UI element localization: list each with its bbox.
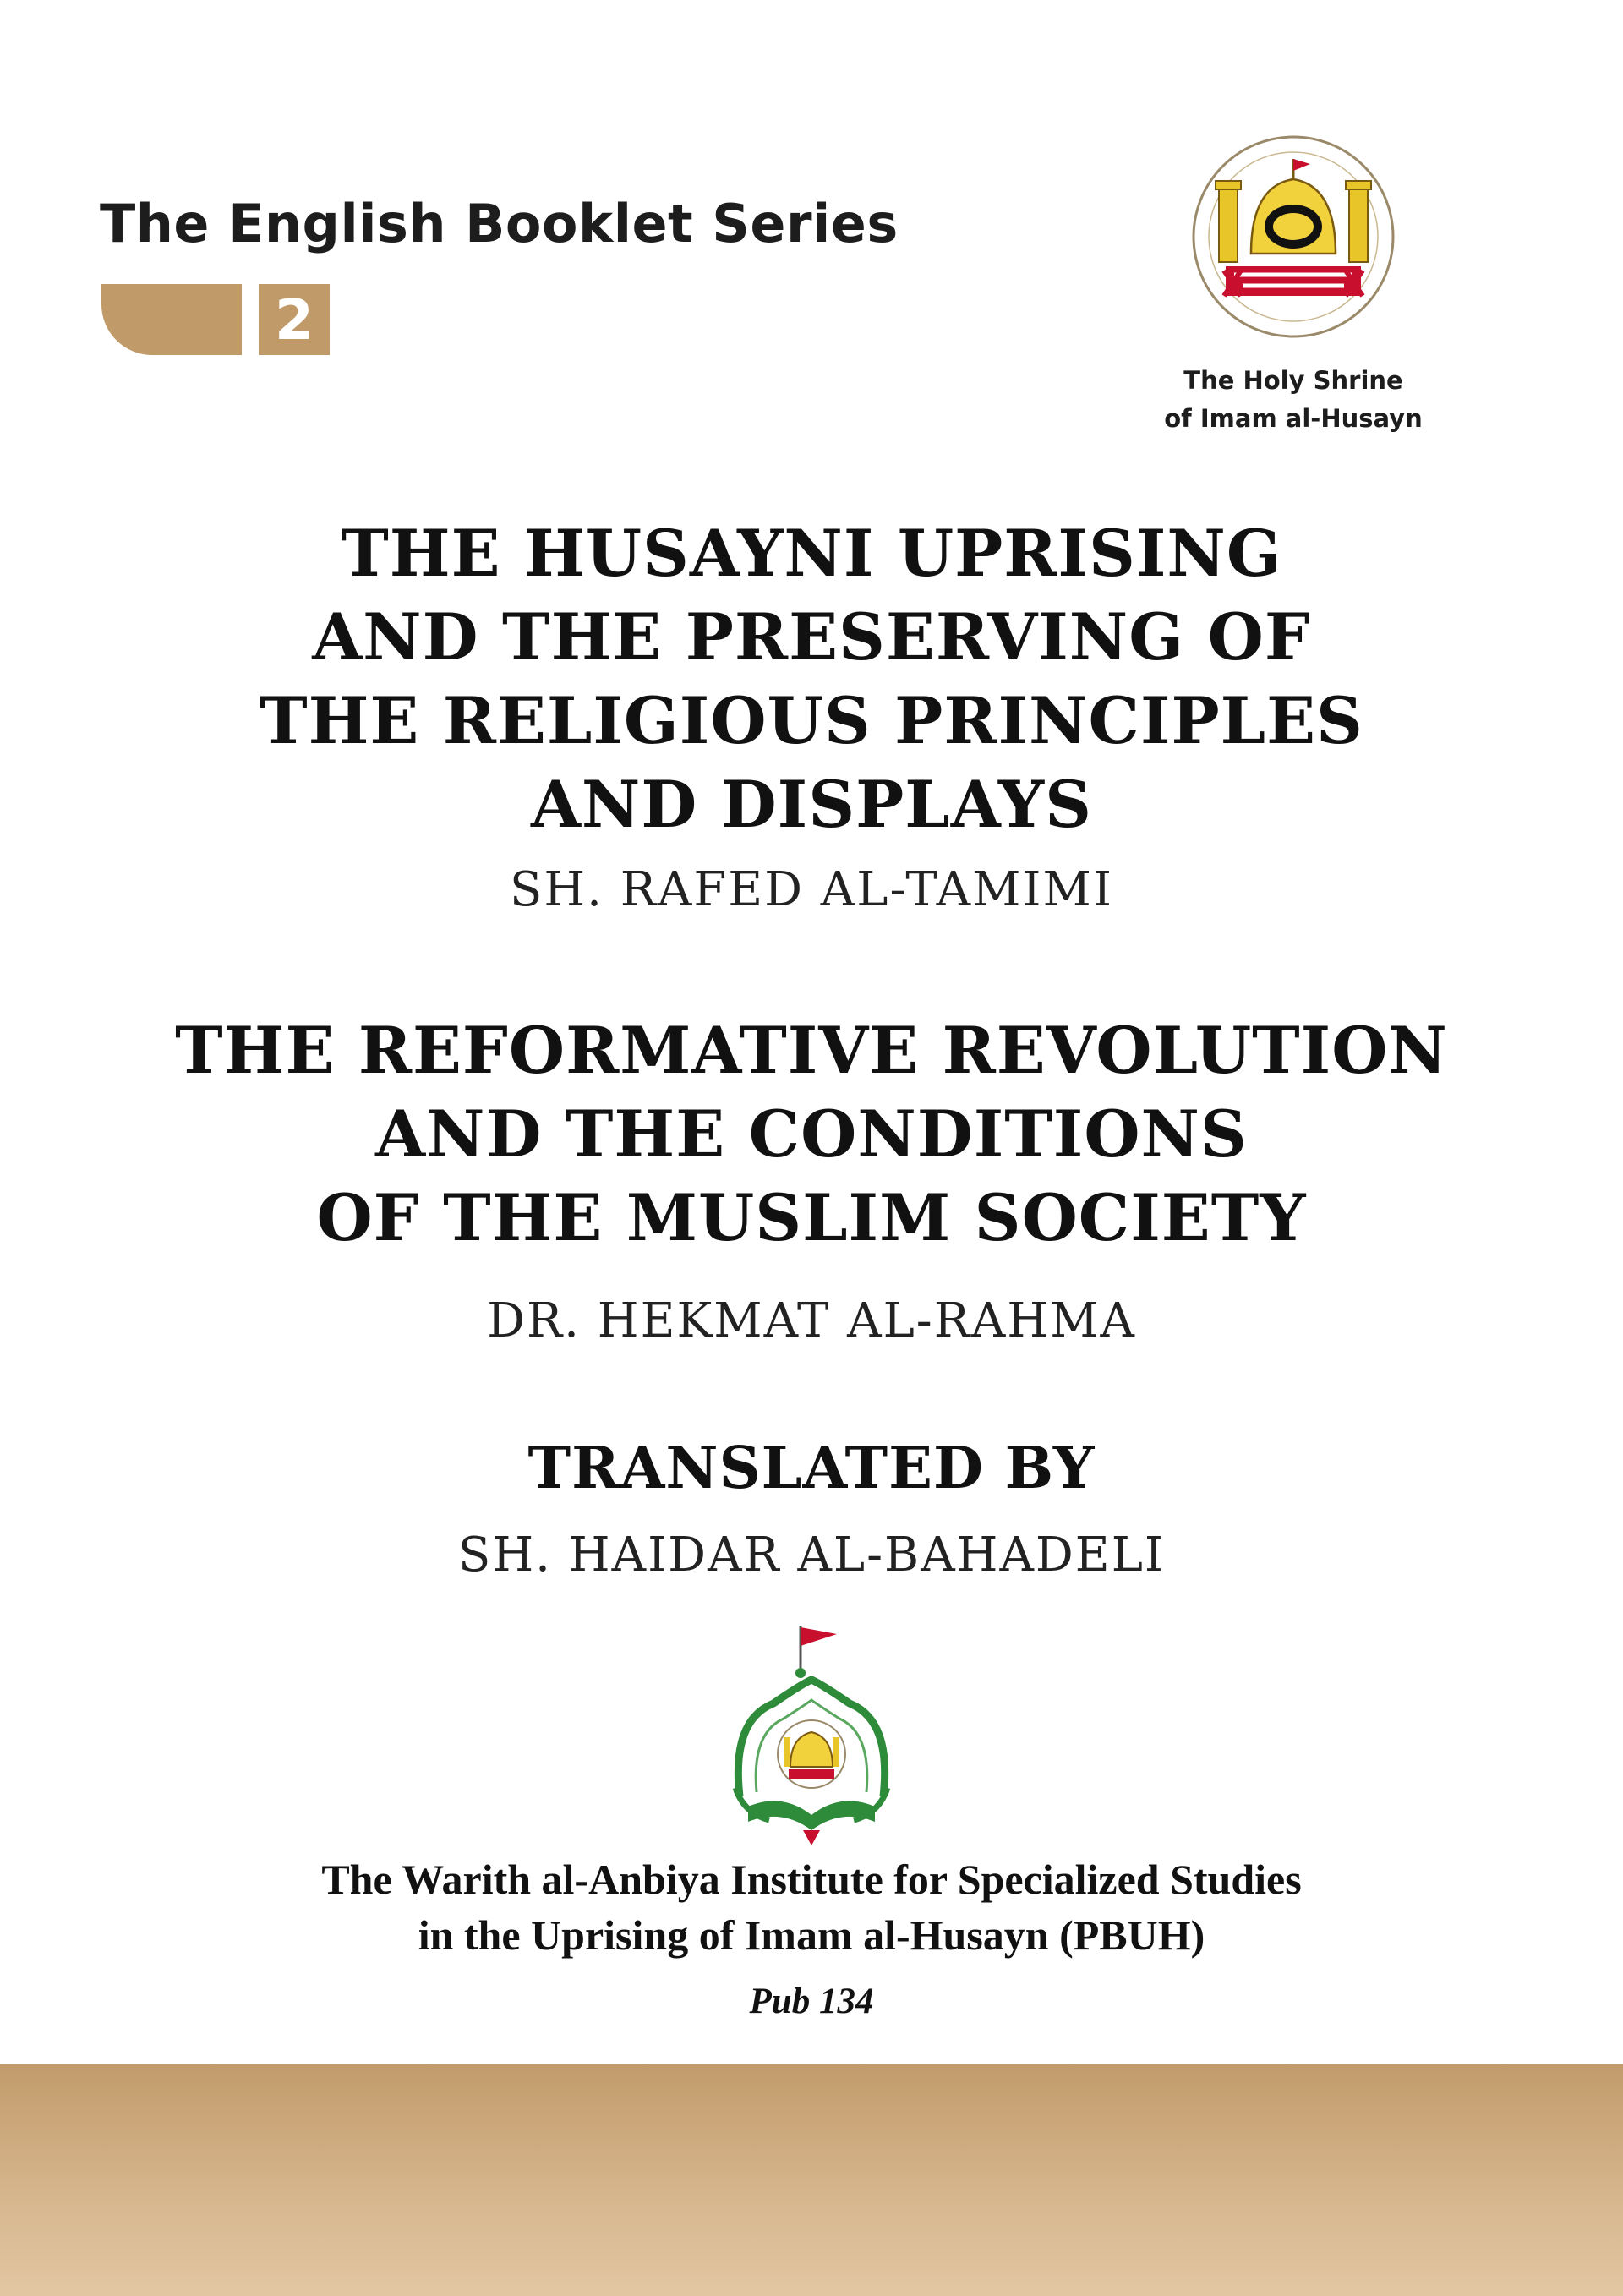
book1-author: SH. RAFED AL-TAMIMI bbox=[509, 862, 1114, 917]
book2-author: DR. HEKMAT AL-RAHMA bbox=[487, 1293, 1136, 1348]
translator-name: SH. HAIDAR AL-BAHADELI bbox=[457, 1528, 1165, 1583]
warith-institute-emblem-icon bbox=[723, 1619, 900, 1856]
book1-title-line: AND DISPLAYS bbox=[530, 767, 1093, 842]
series-number: 2 bbox=[259, 284, 330, 355]
institute-name bbox=[0, 1851, 1623, 1963]
publication-number: Pub 134 bbox=[749, 1982, 874, 2021]
book2-title bbox=[0, 1009, 1623, 1260]
series-accent-bar bbox=[101, 284, 242, 355]
book1-title-line: AND THE PRESERVING OF bbox=[312, 599, 1311, 675]
book2-title-line: OF THE MUSLIM SOCIETY bbox=[316, 1180, 1307, 1255]
book2-title-line: AND THE CONDITIONS bbox=[375, 1096, 1248, 1172]
book1-title-line: THE RELIGIOUS PRINCIPLES bbox=[260, 683, 1363, 758]
holy-shrine-emblem-icon bbox=[1183, 127, 1403, 347]
institute-name-line: in the Uprising of Imam al-Husayn (PBUH) bbox=[418, 1911, 1205, 1959]
book1-title-line: THE HUSAYNI UPRISING bbox=[341, 516, 1282, 591]
shrine-caption-line: of Imam al-Husayn bbox=[1164, 404, 1423, 433]
shrine-caption-line: The Holy Shrine bbox=[1183, 366, 1403, 395]
shrine-caption bbox=[1133, 362, 1454, 438]
translated-by-label: TRANSLATED BY bbox=[527, 1435, 1096, 1502]
book1-title bbox=[0, 511, 1623, 846]
series-title: The English Booklet Series bbox=[100, 193, 899, 254]
footer-gold-band bbox=[0, 2064, 1623, 2296]
institute-name-line: The Warith al-Anbiya Institute for Specialized Studies bbox=[321, 1856, 1302, 1903]
book2-title-line: THE REFORMATIVE REVOLUTION bbox=[175, 1013, 1448, 1088]
